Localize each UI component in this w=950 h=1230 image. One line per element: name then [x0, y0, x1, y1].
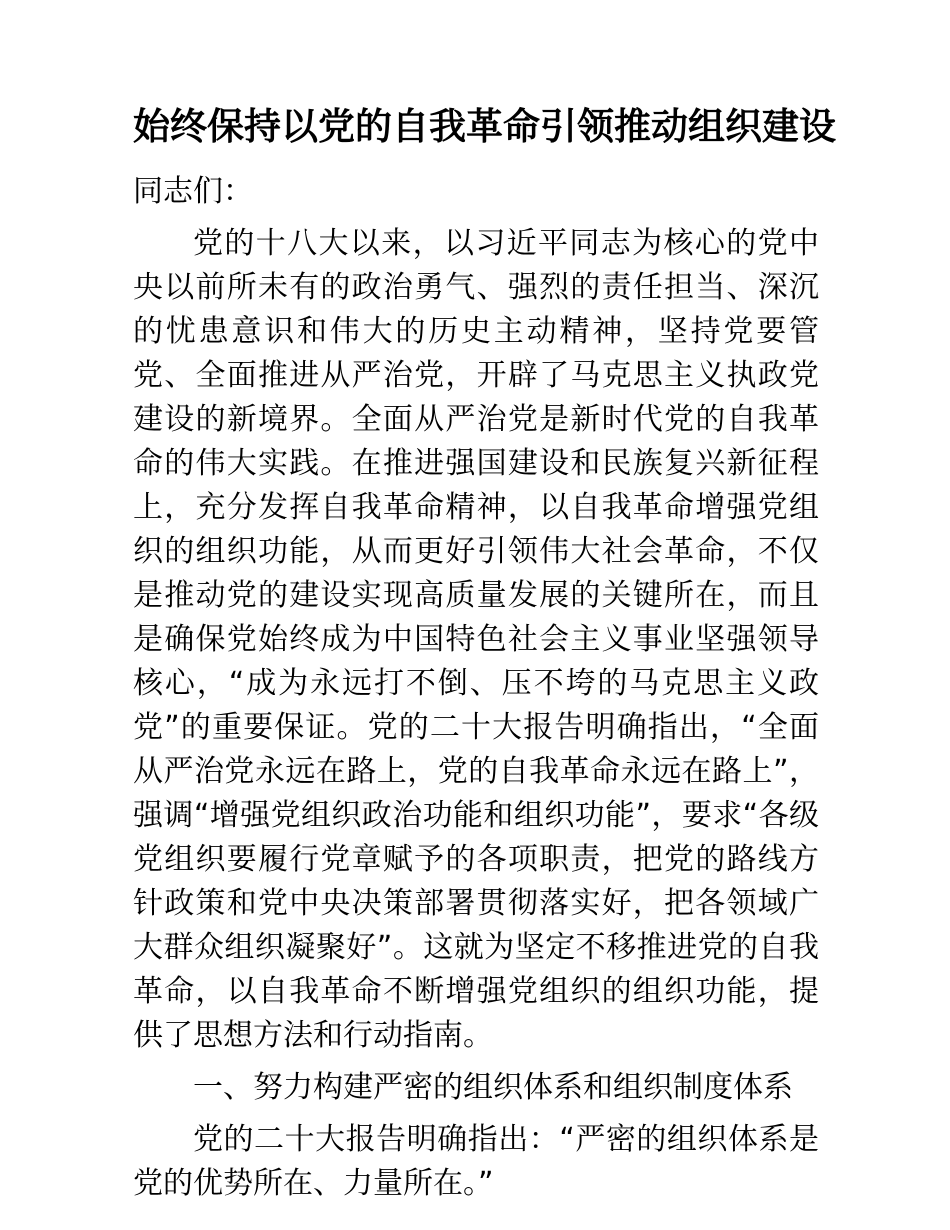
paragraph-gap-2 [133, 1110, 819, 1118]
document-content-column [133, 0, 836, 1206]
body-paragraph-intro: 党的十八大以来，以习近平同志为核心的党中央以前所未有的政治勇气、强烈的责任担当、深沉的忧患意识和伟大的历史主动精神，坚持党要管党、全面推进从严治党，开辟了马克思主义执政党建设的新境界。全面从严治党是新时代党的自我革命的伟大实践。在推进强国建设和民族复兴新征程上，充分发挥自我革命精神，以自我革命增强党组织的组织功能，从而更好引领伟大社会革命，不仅是推动党的建设实现高质量发展的关键所在，而且是确保党始终成为中国特色社会主义事业坚强领导核心，“成为永远打不倒、压不垮的马克思主义政党”的重要保证。党的二十大报告明确指出，“全面从严治党永远在路上，党的自我革命永远在路上”，强调“增强党组织政治功能和组织功能”，要求“各级党组织要履行党章赋予的各项职责，把党的路线方针政策和党中央决策部署贯彻落实好，把各领域广大群众组织凝聚好”。这就为坚定不移推进党的自我革命，以自我革命不断增强党组织的组织功能，提供了思想方法和行动指南。 [133, 226, 819, 1053]
salutation-line: 同志们： [133, 174, 253, 209]
page-title: 始终保持以党的自我革命引领推动组织建设 [133, 105, 836, 148]
title-bottom-spacer [133, 150, 819, 170]
paragraph-gap-1 [133, 1058, 819, 1066]
body-paragraph-section-1: 党的二十大报告明确指出：“严密的组织体系是党的优势所在、力量所在。” [133, 1122, 819, 1201]
section-heading-1: 一、努力构建严密的组织体系和组织制度体系 [193, 1070, 793, 1105]
salutation-gap [133, 214, 819, 222]
top-margin-spacer [133, 0, 819, 104]
